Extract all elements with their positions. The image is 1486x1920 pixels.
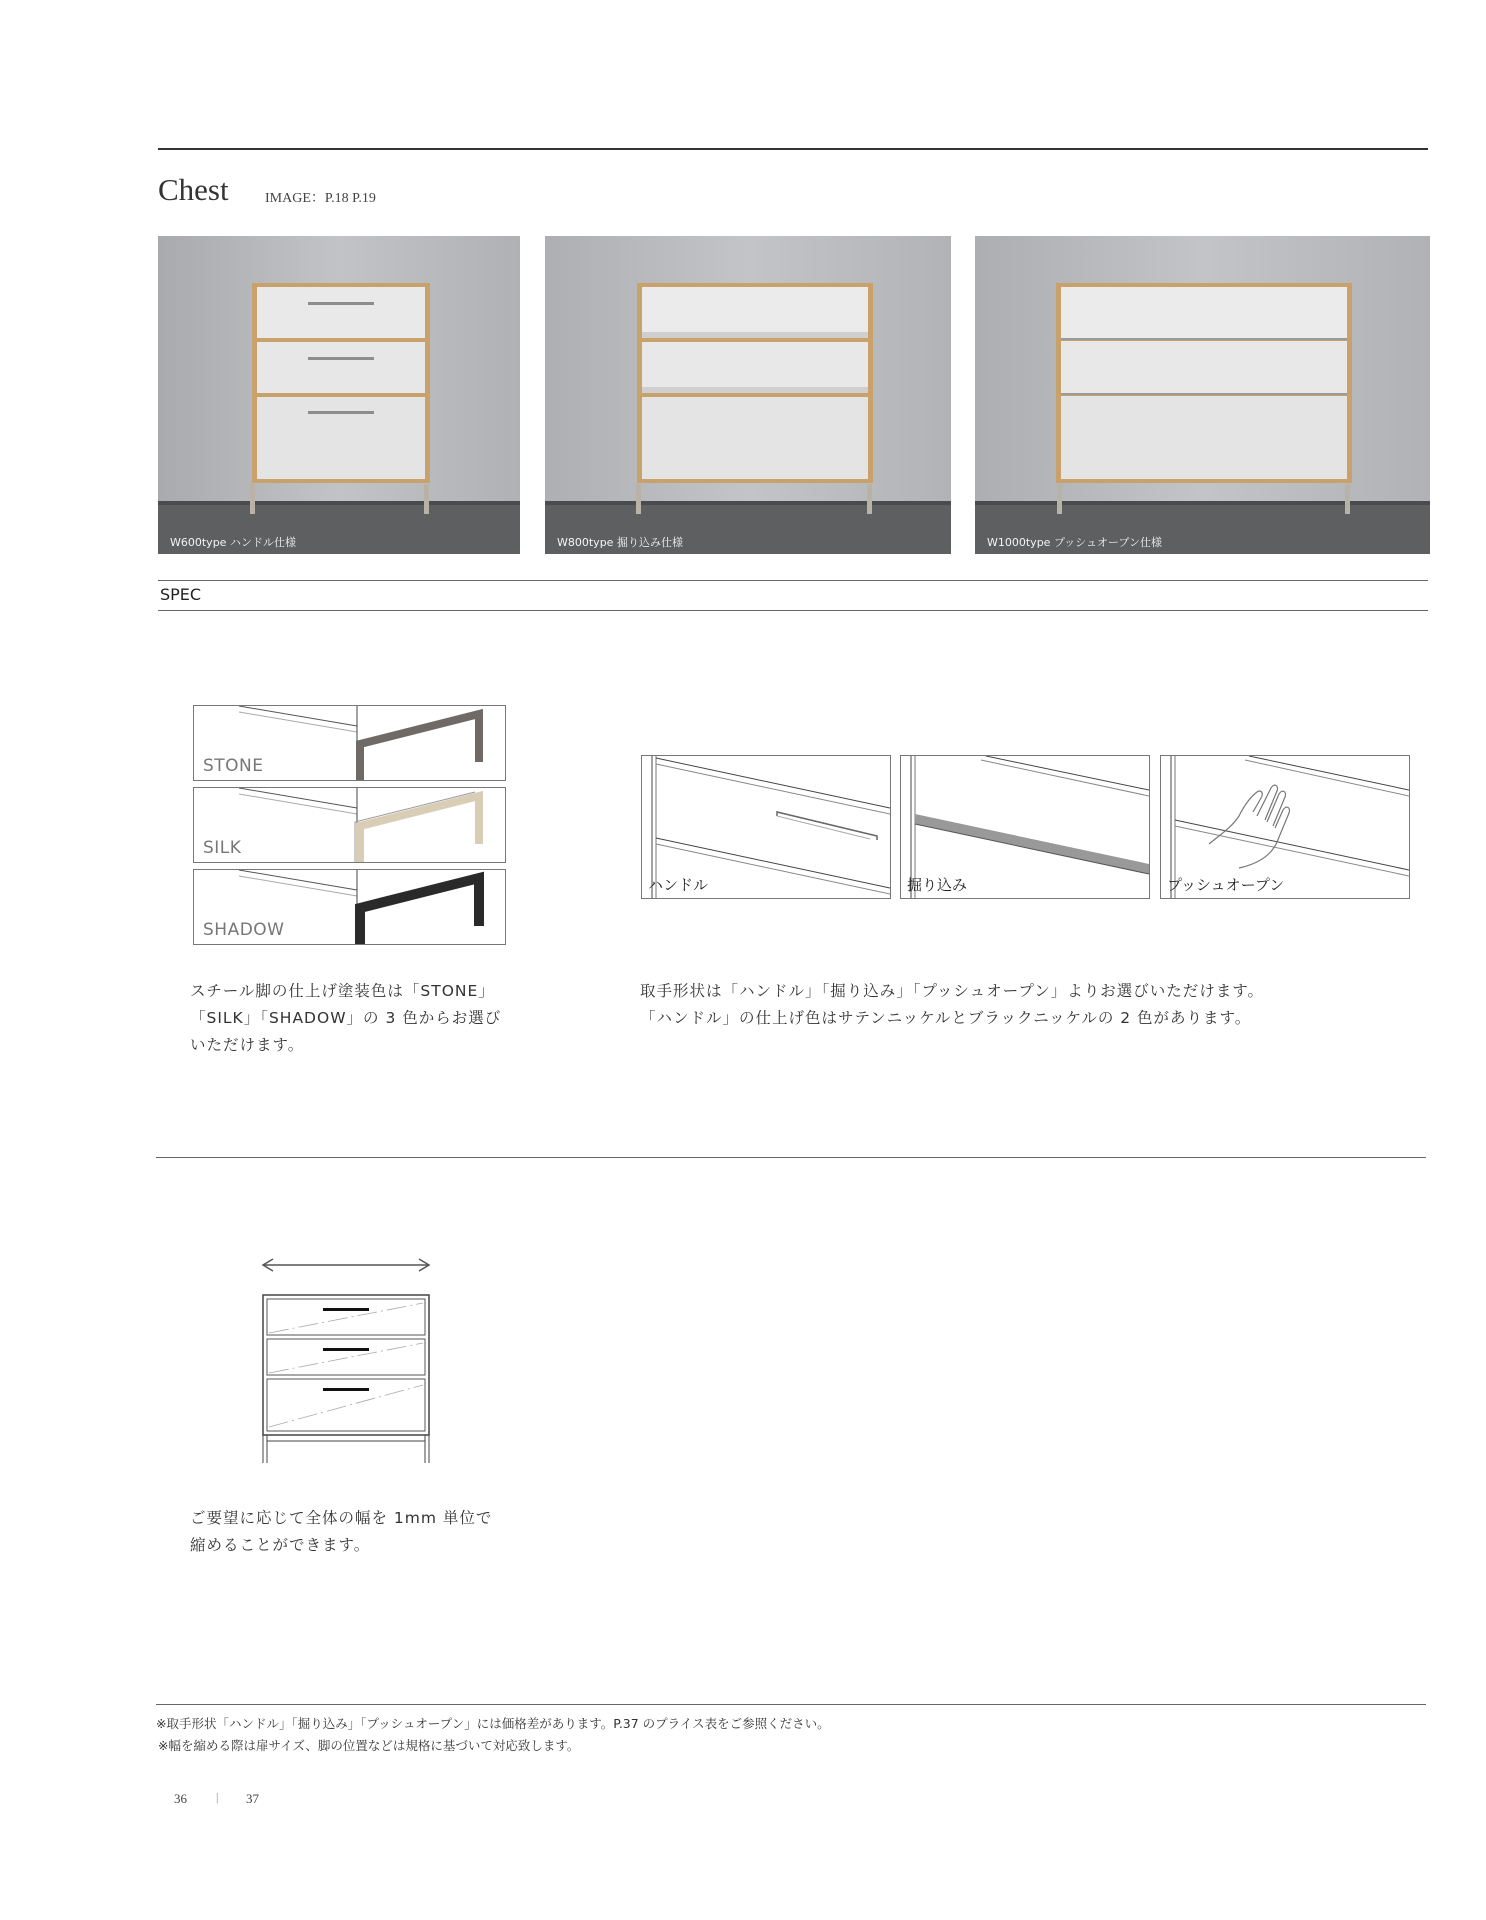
footnote: ※幅を縮める際は扉サイズ、脚の位置などは規格に基づいて対応致します。 <box>158 1738 580 1753</box>
leg-color-text-line: スチール脚の仕上げ塗装色は「STONE」 <box>190 982 495 1000</box>
handle-option-groove <box>900 755 1150 899</box>
swatch-label-stone: STONE <box>203 756 264 776</box>
spec-title: SPEC <box>160 585 202 604</box>
swatch-label-shadow: SHADOW <box>203 920 285 940</box>
leg-color-description <box>190 978 501 1059</box>
page-number-separator: | <box>216 1790 219 1804</box>
photo-w800 <box>545 236 951 554</box>
footnote: ※取手形状「ハンドル」「掘り込み」「プッシュオープン」には価格差があります。P.37 のプライス表をご参照ください。 <box>156 1716 830 1731</box>
handle-option-push-open <box>1160 755 1410 899</box>
photo-caption-w1000: W1000type プッシュオープン仕様 <box>987 536 1162 549</box>
footnotes <box>156 1713 830 1757</box>
handle-text-line: 「ハンドル」の仕上げ色はサテンニッケルとブラックニッケルの 2 色があります。 <box>640 1009 1252 1027</box>
swatch-silk <box>193 787 506 863</box>
spec-bottom-rule <box>158 610 1428 611</box>
photo-caption-w600: W600type ハンドル仕様 <box>170 536 296 549</box>
handle-option-handle <box>641 755 891 899</box>
swatch-shadow <box>193 869 506 945</box>
photo-w600 <box>158 236 520 554</box>
page-number-right: 37 <box>246 1791 259 1806</box>
swatch-label-silk: SILK <box>203 838 242 858</box>
handle-option-label: プッシュオープン <box>1167 876 1285 894</box>
image-reference: IMAGE：P.18 P.19 <box>265 191 376 206</box>
width-adjust-diagram <box>255 1253 437 1468</box>
width-adjust-text-line: ご要望に応じて全体の幅を 1mm 単位で <box>190 1509 493 1527</box>
footer-rule <box>156 1704 1426 1705</box>
photo-caption-w800: W800type 掘り込み仕様 <box>557 536 683 549</box>
photo-w1000 <box>975 236 1430 554</box>
swatch-stone <box>193 705 506 781</box>
handle-text-line: 取手形状は「ハンドル」「掘り込み」「プッシュオープン」よりお選びいただけます。 <box>640 982 1264 1000</box>
middle-rule <box>156 1157 1426 1158</box>
page-title: Chest <box>158 172 229 207</box>
leg-color-text-line: 「SILK」「SHADOW」の 3 色からお選び <box>190 1009 502 1027</box>
handle-option-label: 掘り込み <box>907 876 968 894</box>
handle-description <box>640 978 1264 1032</box>
leg-color-text-line: いただけます。 <box>190 1036 305 1054</box>
spec-top-rule <box>158 580 1428 581</box>
width-adjust-description <box>190 1505 492 1559</box>
width-adjust-text-line: 縮めることができます。 <box>190 1536 371 1554</box>
top-rule <box>158 148 1428 150</box>
handle-option-label: ハンドル <box>648 876 709 894</box>
page-number-left: 36 <box>174 1791 187 1806</box>
